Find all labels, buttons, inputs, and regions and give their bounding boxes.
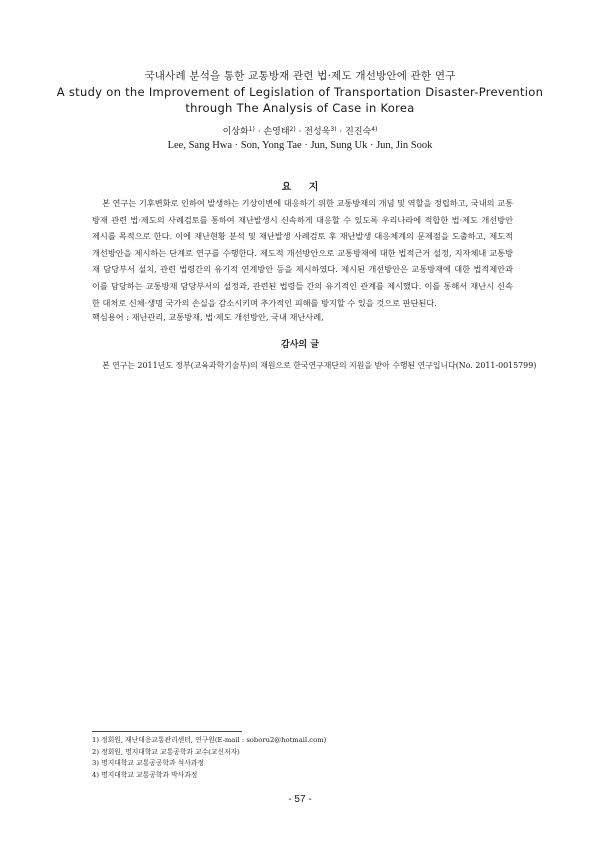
author-footnote-mark: 1) <box>248 126 255 133</box>
author-separator: · <box>336 127 346 137</box>
title-english-line-1: A study on the Improvement of Legislation of Transportation Disaster-Prevention <box>56 85 544 99</box>
author-footnote-mark: 2) <box>289 126 296 133</box>
abstract-body: 본 연구는 기후변화로 인하여 발생하는 기상이변에 대응하기 위한 교통방재의 개념 및 역할을 정립하고, 국내의 교통방재 관련 법·제도의 사례검토를 통하여 재난발생시 신속하게 대응할 수 있도록 우리나라에 적합한 법·제도 개선방안 제시를 목적으로 한다. 이에 재난현황 분석 및 재난발생 사례검토 후 재난발생 대응체계의 문제점을 도출하고, 제도적 개선방안을 제시하는 단계로 연구를 수행한다. 제도적 개선방안으로 교통방재에 대한 법적근거 설정, 지자체내 교통방재 담당부서 설치, 관련 법령간의 유기적 연계방안 등을 제시하였다. 제시된 개선방안은 교통방재에 대한 법적제안과 이를 담당하는 교통방재 담당부서의 설정과, 관련된 법령들 간의 유기적인 관계를 제시했다. 이를 통해서 재난시 신속한 대처로 신체·생명 국가의 손실을 감소시키며 추가적인 피해를 방지할 수 있을 것으로 판단된다. <box>92 198 513 308</box>
acknowledgement-heading: 감사의 글 <box>281 340 319 350</box>
page-number: - 57 - <box>288 794 312 805</box>
footnote-item: 1) 정회원, 재난대응교통관리센터, 연구원(E-mail : soboru2@hotmail.com) <box>92 736 327 744</box>
authors-korean <box>0 124 600 137</box>
footnote-item: 2) 정회원, 명지대학교 교통공학과 교수(교신저자) <box>92 747 240 756</box>
title-english <box>0 84 600 116</box>
footnote-divider <box>92 731 242 732</box>
title-korean: 국내사례 분석을 통한 교통방재 관련 법·제도 개선방안에 관한 연구 <box>144 70 456 82</box>
author-name: 진진숙 <box>345 127 372 137</box>
footnote-item: 4) 명지대학교 교통공학과 박사과정 <box>92 770 198 779</box>
footnotes <box>92 735 512 781</box>
keywords: 핵심용어 : 재난관리, 교통방재, 법·제도 개선방안, 국내 재난사례, <box>92 312 324 322</box>
abstract-heading: 요 지 <box>281 182 319 193</box>
authors-english: Lee, Sang Hwa · Son, Yong Tae · Jun, Sung Uk · Jun, Jin Sook <box>167 140 433 151</box>
author-name: 이상화 <box>222 127 249 137</box>
author-separator: · <box>254 127 264 137</box>
acknowledgement-body: 본 연구는 2011년도 정부(교육과학기술부)의 재원으로 한국연구재단의 지원을 받아 수행된 연구입니다(No. 2011-0015799) <box>102 361 537 370</box>
author-footnote-mark: 4) <box>371 126 378 133</box>
footnote-item: 3) 명지대학교 교통공공학과 석사과정 <box>92 759 204 768</box>
author-separator: · <box>295 127 305 137</box>
author-footnote-mark: 3) <box>330 126 337 133</box>
title-english-line-2: through The Analysis of Case in Korea <box>185 101 415 115</box>
author-name: 전성욱 <box>304 127 331 137</box>
author-name: 손영태 <box>263 127 290 137</box>
